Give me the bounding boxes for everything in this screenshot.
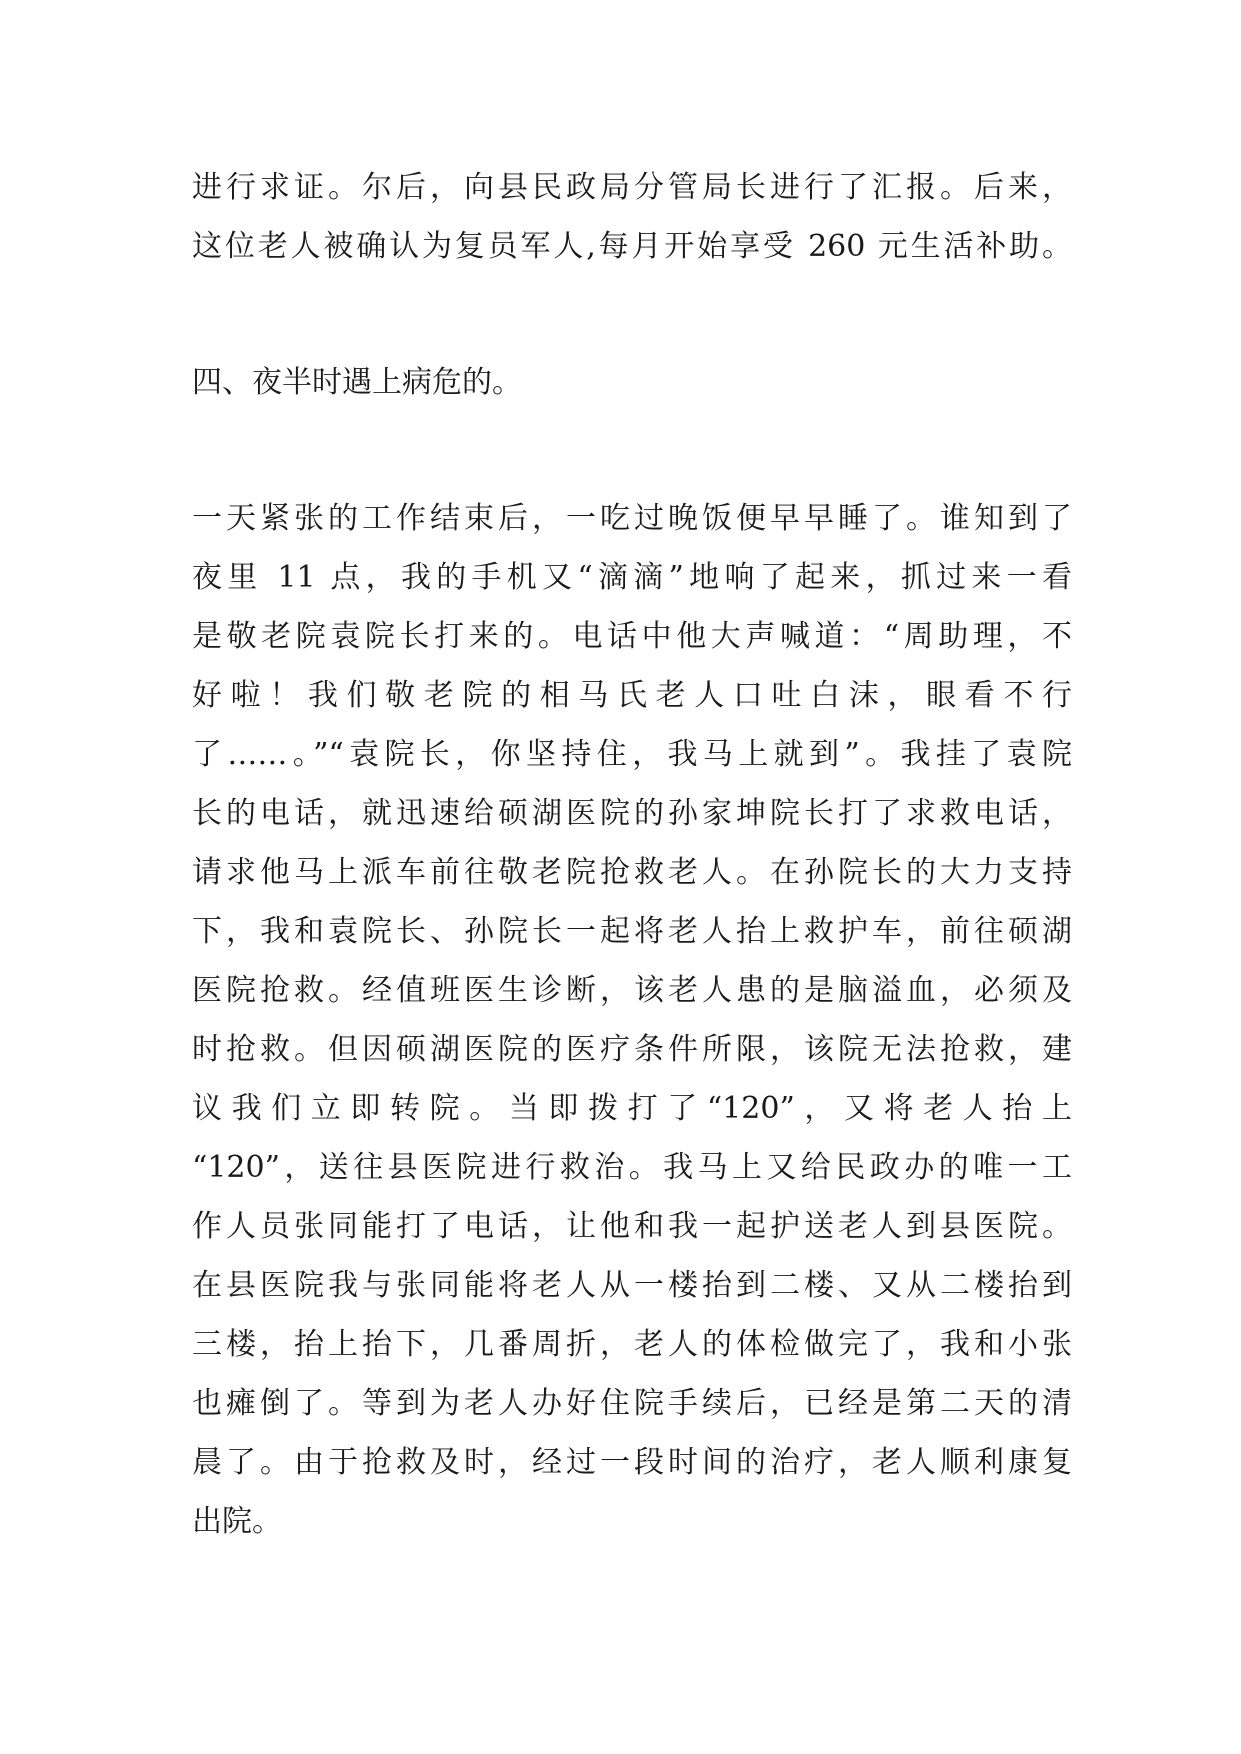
paragraph-line: 也瘫倒了。等到为老人办好住院手续后，已经是第二天的清 (192, 1386, 1072, 1421)
section-heading (192, 353, 1072, 412)
paragraph-line: 作人员张同能打了电话，让他和我一起护送老人到县医院。 (192, 1209, 1072, 1244)
paragraph-line: 夜里 11 点，我的手机又“滴滴”地响了起来，抓过来一看 (192, 560, 1072, 595)
paragraph-line: 三楼，抬上抬下，几番周折，老人的体检做完了，我和小张 (192, 1327, 1072, 1362)
paragraph-line: 出院。 (192, 1504, 282, 1539)
paragraph-gap (192, 276, 1072, 353)
paragraph-line: “120”，送往县医院进行救治。我马上又给民政办的唯一工 (192, 1150, 1072, 1185)
paragraph-line: 了……。”“袁院长，你坚持住，我马上就到”。我挂了袁院 (192, 737, 1072, 772)
paragraph-line: 好啦！我们敬老院的相马氏老人口吐白沫，眼看不行 (192, 678, 1072, 713)
paragraph-line: 晨了。由于抢救及时，经过一段时间的治疗，老人顺利康复 (192, 1445, 1072, 1480)
paragraph-line: 议我们立即转院。当即拨打了“120”，又将老人抬上 (192, 1091, 1072, 1126)
paragraph-line: 医院抢救。经值班医生诊断，该老人患的是脑溢血，必须及 (192, 973, 1072, 1008)
paragraph-line: 进行求证。尔后，向县民政局分管局长进行了汇报。后来， (192, 170, 1072, 205)
paragraph-line: 下，我和袁院长、孙院长一起将老人抬上救护车，前往硕湖 (192, 914, 1072, 949)
paragraph-line: 一天紧张的工作结束后，一吃过晚饭便早早睡了。谁知到了 (192, 501, 1072, 536)
heading-line: 四、夜半时遇上病危的。 (192, 365, 522, 400)
paragraph-line: 是敬老院袁院长打来的。电话中他大声喊道：“周助理，不 (192, 619, 1072, 654)
paragraph-gap (192, 412, 1072, 489)
paragraph-verification (192, 158, 1072, 276)
paragraph-line: 这位老人被确认为复员军人,每月开始享受 260 元生活补助。 (192, 229, 1072, 264)
paragraph-line: 长的电话，就迅速给硕湖医院的孙家坤院长打了求救电话， (192, 796, 1072, 831)
document-body (192, 158, 1072, 1551)
paragraph-night-emergency (192, 489, 1072, 1551)
paragraph-line: 在县医院我与张同能将老人从一楼抬到二楼、又从二楼抬到 (192, 1268, 1072, 1303)
paragraph-line: 时抢救。但因硕湖医院的医疗条件所限，该院无法抢救，建 (192, 1032, 1072, 1067)
paragraph-line: 请求他马上派车前往敬老院抢救老人。在孙院长的大力支持 (192, 855, 1072, 890)
